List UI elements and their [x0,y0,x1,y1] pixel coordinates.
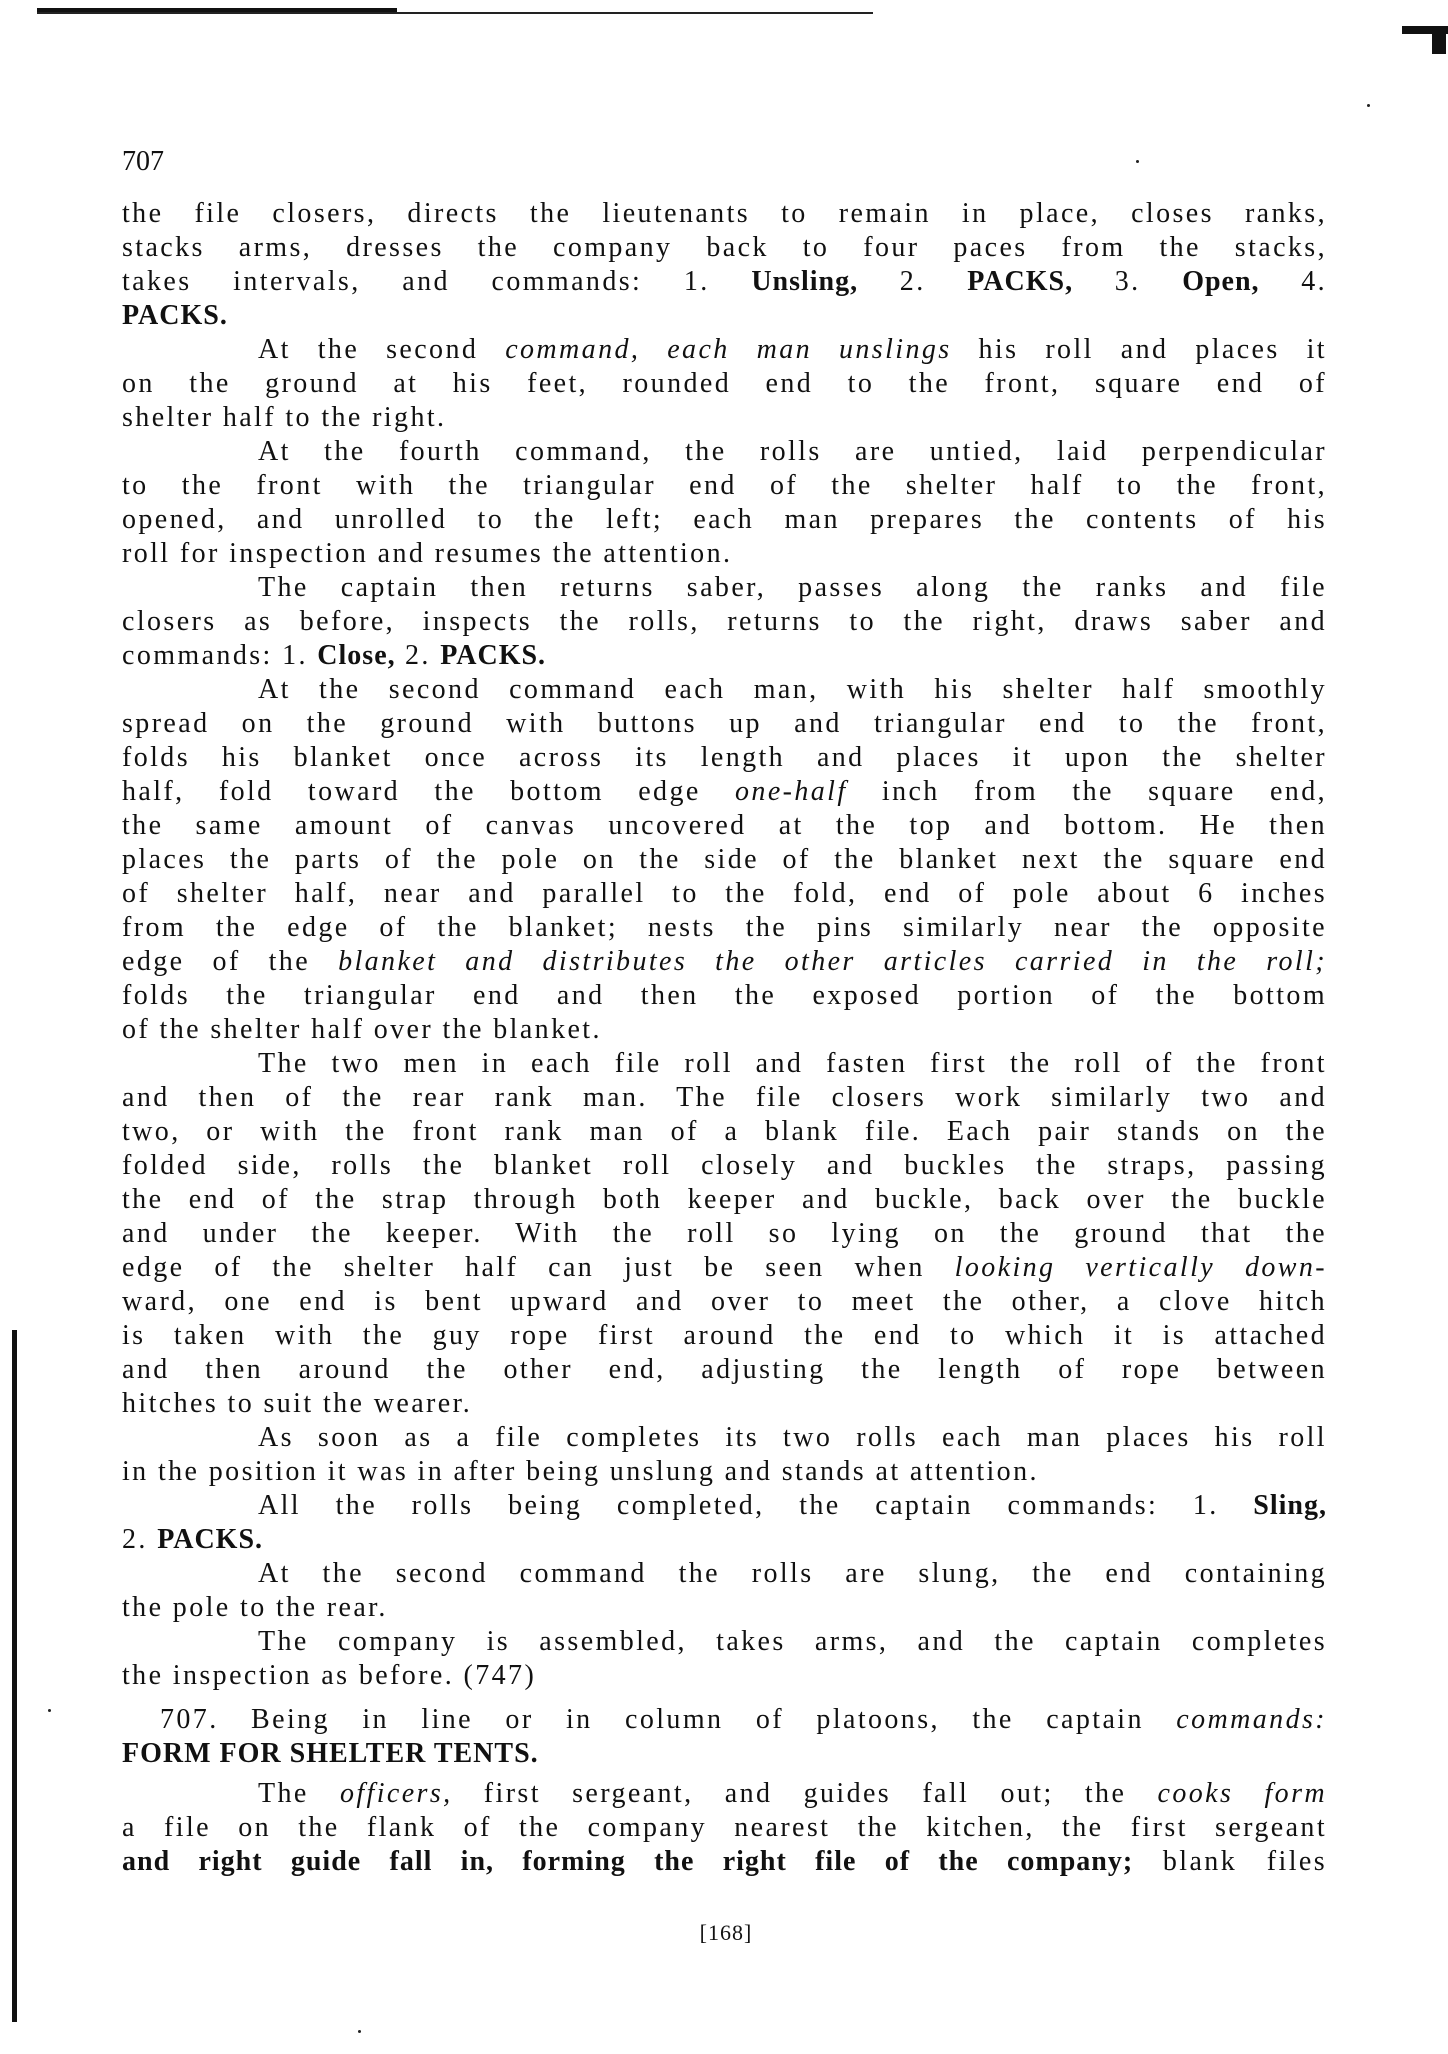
bold-command: FORM FOR SHELTER TENTS. [122,1738,539,1769]
text-run: roll for inspection and resumes the attention. [122,538,733,569]
text-run: As soon as a file completes its two rolls each man places his roll [258,1422,1327,1453]
text-line [122,1115,1327,1149]
text-run: is taken with the guy rope first around the end to which it is attached [122,1320,1327,1351]
text-run: of shelter half, near and parallel to the fold, end of pole about 6 inches [122,878,1327,909]
text-line [122,741,1327,775]
text-run: edge of the [122,946,339,977]
text-line [122,1811,1327,1845]
text-run: blank files [1133,1846,1328,1877]
text-run: spread on the ground with buttons up and triangular end to the front, [122,708,1327,739]
text-run: edge of the shelter half can just be seen when [122,1252,955,1283]
text-line [122,435,1327,469]
text-line [122,1285,1327,1319]
text-line [122,639,1327,673]
text-line [122,673,1327,707]
text-line [122,877,1327,911]
text-run: on the ground at his feet, rounded end to the front, square end of [122,368,1327,399]
text-line [122,1489,1327,1523]
italic-text: command, each man unslings [505,334,952,365]
text-line [122,775,1327,809]
text-run: his roll and places it [951,334,1327,365]
bold-command: PACKS. [440,640,547,671]
text-run: shelter half to the right. [122,402,447,433]
bold-command: Sling, [1253,1490,1327,1521]
bold-command: PACKS. [122,300,228,331]
text-run: half, fold toward the bottom edge [122,776,736,807]
text-run: and under the keeper. With the roll so lying on the ground that the [122,1218,1327,1249]
scan-speck [1136,160,1139,163]
text-run: 3. [1073,266,1183,297]
text-line [122,1183,1327,1217]
text-line [122,809,1327,843]
text-line [122,197,1327,231]
text-run: The two men in each file roll and fasten first the roll of the front [258,1048,1327,1079]
top-rule-thin [37,12,873,14]
text-run: the pole to the rear. [122,1592,388,1623]
text-line [122,1523,1327,1557]
scan-speck [358,2030,361,2033]
text-run: At the second command each man, with his shelter half smoothly [258,674,1327,705]
bold-command: Close, [317,640,396,671]
text-line [122,979,1327,1013]
bold-command: PACKS. [157,1524,264,1555]
italic-text: looking vertically down- [954,1252,1327,1283]
text-run: 4. [1259,266,1327,297]
text-run: the same amount of canvas uncovered at the top and bottom. He then [122,810,1327,841]
text-line [122,367,1327,401]
text-line [122,911,1327,945]
text-line [122,1319,1327,1353]
bold-command: Unsling, [751,266,859,297]
scan-speck [1367,104,1370,107]
text-run: At the second [258,334,506,365]
text-line [122,1625,1327,1659]
text-run: The company is assembled, takes arms, and the captain completes [258,1626,1327,1657]
text-line [122,571,1327,605]
bold-command: PACKS, [967,266,1074,297]
text-line [122,1591,1327,1625]
text-line [122,843,1327,877]
bold-command: and right guide fall in, forming the right file of the company; [122,1846,1134,1877]
text-line [122,1557,1327,1591]
text-run: folds the triangular end and then the exposed portion of the bottom [122,980,1327,1011]
text-run: The captain then returns saber, passes along the ranks and file [258,572,1327,603]
text-line [122,1081,1327,1115]
text-run: places the parts of the pole on the side of the blanket next the square end [122,844,1327,875]
text-line [122,401,1327,435]
text-line [122,1047,1327,1081]
text-run: 2. [858,266,968,297]
text-line [122,1251,1327,1285]
italic-text: commands: [1176,1704,1327,1735]
text-run: 2. [122,1524,158,1555]
italic-text: one-half [735,776,848,807]
text-run: hitches to suit the wearer. [122,1388,473,1419]
text-run: takes intervals, and commands: 1. [122,266,752,297]
text-run: the end of the strap through both keeper and buckle, back over the buckle [122,1184,1327,1215]
text-line [122,1659,1327,1693]
text-run: At the second command the rolls are slung, the end containing [258,1558,1327,1589]
text-run: the file closers, directs the lieutenants to remain in place, closes ranks, [122,198,1327,229]
text-run: first sergeant, and guides fall out; the [452,1778,1158,1809]
text-line [122,231,1327,265]
italic-text: blanket and distributes the other articles carried in the roll; [338,946,1327,977]
italic-text: officers, [339,1778,453,1809]
text-run: ward, one end is bent upward and over to meet the other, a clove hitch [122,1286,1327,1317]
text-run: closers as before, inspects the rolls, returns to the right, draws saber and [122,606,1327,637]
scan-edge-bar [12,1330,17,2022]
text-line [122,469,1327,503]
text-run: a file on the flank of the company nearest the kitchen, the first sergeant [122,1812,1327,1843]
bold-command: Open, [1182,266,1260,297]
text-run: All the rolls being completed, the captain commands: 1. [258,1490,1254,1521]
text-line [122,265,1327,299]
text-run: opened, and unrolled to the left; each man prepares the contents of his [122,504,1327,535]
text-run: and then around the other end, adjusting the length of rope between [122,1354,1327,1385]
text-line [122,299,1327,333]
text-run: of the shelter half over the blanket. [122,1014,602,1045]
text-run: in the position it was in after being unslung and stands at attention. [122,1456,1039,1487]
text-line [122,605,1327,639]
text-line [122,1703,1327,1737]
text-line [122,1013,1327,1047]
text-run: the inspection as before. (747) [122,1660,537,1691]
section-number-header: 707 [122,146,164,177]
text-line [122,1737,1327,1771]
text-line [122,1845,1327,1879]
text-line [122,1217,1327,1251]
text-line [122,1149,1327,1183]
text-line [122,707,1327,741]
text-line [122,503,1327,537]
text-run: and then of the rear rank man. The file closers work similarly two and [122,1082,1327,1113]
text-line [122,333,1327,367]
text-line [122,945,1327,979]
text-run: folds his blanket once across its length and places it upon the shelter [122,742,1327,773]
text-run: At the fourth command, the rolls are untied, laid perpendicular [258,436,1327,467]
italic-text: cooks form [1157,1778,1327,1809]
body-text [122,197,1327,1879]
corner-mark [1432,26,1446,54]
text-line [122,1387,1327,1421]
text-run: commands: 1. [122,640,318,671]
text-run: The [258,1778,340,1809]
scan-speck [48,1709,51,1712]
text-run: stacks arms, dresses the company back to four paces from the stacks, [122,232,1327,263]
text-run: folded side, rolls the blanket roll closely and buckles the straps, passing [122,1150,1327,1181]
text-run: 707. Being in line or in column of platoons, the captain [160,1704,1177,1735]
text-line [122,537,1327,571]
text-run: inch from the square end, [847,776,1327,807]
text-run: 2. [395,640,441,671]
text-line [122,1455,1327,1489]
text-line [122,1777,1327,1811]
text-run: from the edge of the blanket; nests the pins similarly near the opposite [122,912,1327,943]
text-line [122,1353,1327,1387]
text-run: to the front with the triangular end of the shelter half to the front, [122,470,1327,501]
text-line [122,1421,1327,1455]
page-folio: [168] [699,1920,753,1945]
text-run: two, or with the front rank man of a blank file. Each pair stands on the [122,1116,1327,1147]
